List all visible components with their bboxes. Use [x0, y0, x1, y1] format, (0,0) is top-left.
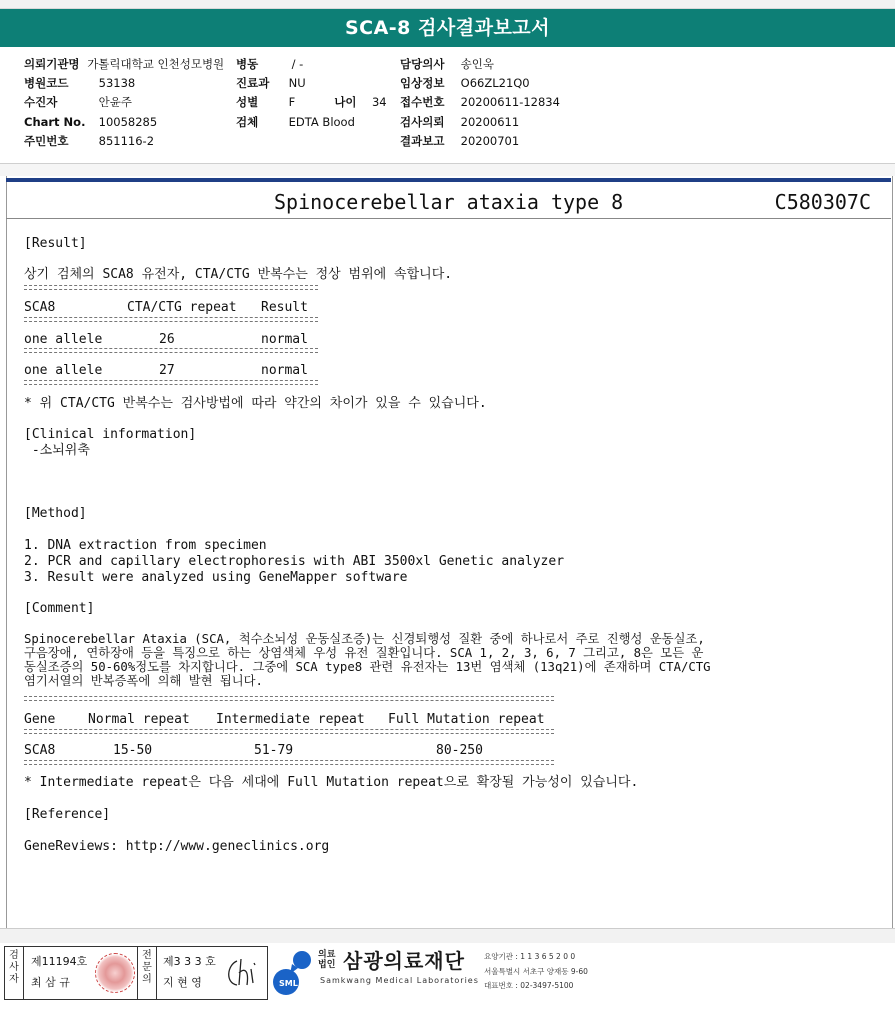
info-row-id-number — [24, 132, 154, 150]
comment-col-full: Full Mutation repeat — [388, 712, 545, 727]
info-value: 20200611 — [460, 115, 520, 129]
org-address: 서울특별시 서초구 양재동 9-60 — [484, 967, 588, 976]
divider — [24, 760, 554, 765]
test-name: Spinocerebellar ataxia type 8 — [274, 190, 624, 214]
result-note: * 위 CTA/CTG 반복수는 검사방법에 따라 약간의 차이가 있을 수 있습니다. — [24, 396, 487, 411]
sign1-number: 제11194호 — [31, 955, 88, 968]
info-value: EDTA Blood — [288, 115, 355, 129]
logo-text: SML — [279, 979, 298, 988]
top-strip — [0, 0, 895, 9]
signature-icon — [223, 955, 261, 991]
signature-box — [4, 946, 268, 1000]
result-col-repeat: CTA/CTG repeat — [127, 300, 237, 315]
info-row-dept — [236, 74, 306, 92]
divider — [6, 178, 891, 182]
info-value: 송인욱 — [460, 57, 494, 71]
info-label: 성별 — [236, 95, 259, 109]
result-row-allele: one allele — [24, 363, 103, 378]
sign1-name: 최 삼 규 — [31, 976, 70, 989]
info-value: F — [288, 95, 296, 109]
method-heading: [Method] — [24, 506, 87, 521]
info-label: 담당의사 — [400, 57, 445, 71]
result-row-allele: one allele — [24, 332, 103, 347]
info-row-report-date — [400, 132, 519, 150]
info-label: 주민번호 — [24, 134, 69, 148]
info-row-patient — [24, 93, 132, 111]
org-name: 삼광의료재단 — [343, 949, 465, 973]
sign2-number: 제3 3 3 호 — [163, 955, 216, 968]
sign2-name: 지 현 영 — [163, 976, 202, 989]
comment-heading: [Comment] — [24, 601, 95, 616]
info-value: NU — [288, 76, 306, 90]
info-label: 의뢰기관명 — [24, 57, 80, 71]
info-row-ward — [236, 55, 303, 73]
comment-cell-gene: SCA8 — [24, 743, 56, 758]
comment-line: 염기서열의 반복증폭에 의해 발현 됩니다. — [24, 674, 263, 688]
comment-col-gene: Gene — [24, 712, 56, 727]
result-summary: 상기 검체의 SCA8 유전자, CTA/CTG 반복수는 정상 범위에 속합니다. — [24, 267, 453, 282]
org-type — [318, 950, 335, 970]
divider — [24, 696, 554, 701]
divider — [6, 218, 891, 219]
seal-icon — [95, 953, 135, 993]
info-value: 가톨릭대학교 인천성모병원 — [87, 57, 225, 71]
info-row-hospital — [24, 55, 224, 73]
sign2-label-text: 전문의 — [142, 950, 152, 985]
info-label: 나이 — [334, 95, 357, 109]
info-row-receipt-no — [400, 93, 560, 111]
patient-info-block — [0, 47, 895, 163]
info-value: 851116-2 — [98, 134, 155, 148]
sign1-label-text: 검사자 — [9, 950, 19, 985]
info-value: 53138 — [98, 76, 136, 90]
result-col-gene: SCA8 — [24, 300, 56, 315]
clinical-text: -소뇌위축 — [24, 443, 90, 458]
info-row-hospital-code — [24, 74, 135, 92]
comment-col-intermediate: Intermediate repeat — [216, 712, 365, 727]
result-row-repeat: 26 — [159, 332, 175, 347]
sign1-label — [5, 947, 23, 999]
org-code: 요양기관 : 1 1 3 6 5 2 0 0 — [484, 952, 576, 961]
info-value: / - — [291, 57, 304, 71]
comment-line: 동실조증의 50-60%정도를 차지합니다. 그중에 SCA type8 관련 유전자는 13번 염색체 (13q21)에 존재하며 CTA/CTG — [24, 660, 711, 674]
test-code: C580307C — [774, 190, 871, 214]
comment-note: * Intermediate repeat은 다음 세대에 Full Mutation repeat으로 확장될 가능성이 있습니다. — [24, 775, 639, 790]
result-heading: [Result] — [24, 236, 87, 251]
method-step: 1. DNA extraction from specimen — [24, 538, 267, 553]
report-title: SCA-8 검사결과보고서 — [0, 9, 895, 47]
info-label: 검체 — [236, 115, 259, 129]
info-label: 수진자 — [24, 95, 58, 109]
info-label: 검사의뢰 — [400, 115, 445, 129]
divider — [156, 947, 157, 999]
info-row-doctor — [400, 55, 494, 73]
info-label: 접수번호 — [400, 95, 445, 109]
info-row-sex-age — [236, 93, 387, 111]
info-value: 20200701 — [460, 134, 520, 148]
comment-cell-intermediate: 51-79 — [254, 743, 294, 758]
result-row-result: normal — [261, 332, 308, 347]
sign2-label — [138, 947, 156, 999]
info-row-chart-no — [24, 113, 157, 131]
info-value: 10058285 — [98, 115, 158, 129]
divider — [24, 285, 318, 290]
info-value: O66ZL21Q0 — [460, 76, 530, 90]
method-step: 3. Result were analyzed using GeneMapper software — [24, 570, 408, 585]
info-label: Chart No. — [24, 115, 86, 129]
info-value: 안윤주 — [98, 95, 132, 109]
info-label: 진료과 — [236, 76, 270, 90]
divider — [24, 348, 318, 353]
org-phone: 대표번호 : 02-3497-5100 — [484, 981, 574, 990]
divider — [24, 729, 554, 734]
org-type-line: 의료 — [318, 950, 336, 960]
comment-cell-full: 80-250 — [436, 743, 483, 758]
info-label: 임상정보 — [400, 76, 445, 90]
info-value: 20200611-12834 — [460, 95, 560, 109]
section-gap — [0, 164, 895, 176]
footer-gap — [0, 928, 895, 943]
org-name-english: Samkwang Medical Laboratories — [320, 976, 479, 985]
divider — [24, 380, 318, 385]
info-label: 병원코드 — [24, 76, 69, 90]
info-label: 결과보고 — [400, 134, 445, 148]
divider — [24, 317, 318, 322]
method-step: 2. PCR and capillary electrophoresis with ABI 3500xl Genetic analyzer — [24, 554, 565, 569]
comment-line: 구음장애, 연하장애 등을 특징으로 하는 상염색체 우성 유전 질환입니다. SCA 1, 2, 3, 6, 7 그리고, 8은 모든 운 — [24, 646, 704, 660]
reference-heading: [Reference] — [24, 807, 111, 822]
info-row-specimen — [236, 113, 355, 131]
result-col-result: Result — [261, 300, 308, 315]
org-type-line: 법인 — [318, 960, 336, 970]
result-row-result: normal — [261, 363, 308, 378]
comment-cell-normal: 15-50 — [113, 743, 153, 758]
reference-text: GeneReviews: http://www.geneclinics.org — [24, 839, 330, 854]
result-row-repeat: 27 — [159, 363, 175, 378]
comment-col-normal: Normal repeat — [88, 712, 190, 727]
sml-logo-icon — [272, 948, 316, 998]
info-value: 34 — [371, 95, 387, 109]
info-label: 병동 — [236, 57, 259, 71]
info-row-clinical — [400, 74, 530, 92]
info-row-request-date — [400, 113, 519, 131]
clinical-heading: [Clinical information] — [24, 427, 197, 442]
divider — [23, 947, 24, 999]
comment-line: Spinocerebellar Ataxia (SCA, 척수소뇌성 운동실조증)는 신경퇴행성 질환 중에 하나로서 주로 진행성 운동실조, — [24, 632, 705, 646]
